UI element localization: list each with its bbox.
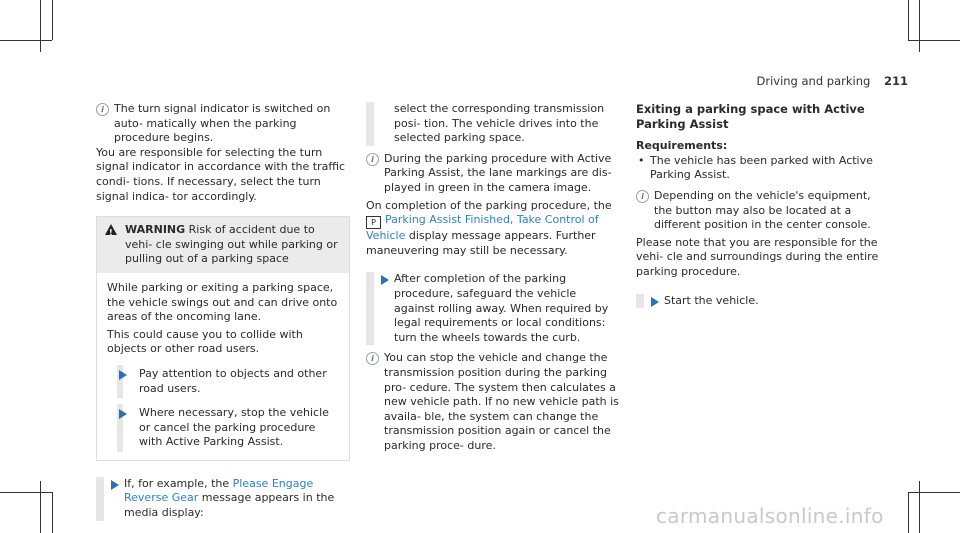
warning-step bbox=[107, 406, 339, 450]
warning-title: Risk of accident due to vehi- cle swinging out while parking or pulling out of a parking space bbox=[125, 223, 338, 266]
crop-mark bbox=[40, 481, 41, 533]
page-header bbox=[756, 74, 908, 88]
watermark: carmanualsonline.info bbox=[656, 504, 884, 528]
step-text bbox=[124, 477, 350, 521]
step-text: After completion of the parking procedure, safeguard the vehicle against rolling away. When required by legal requirements or local conditions: turn the wheels towards the curb. bbox=[394, 272, 609, 344]
note-text: The turn signal indicator is switched on auto- matically when the parking procedure begins. bbox=[114, 102, 331, 145]
warning-text: While parking or exiting a parking space, the vehicle swings out and can drive onto areas of the oncoming lane. bbox=[107, 280, 338, 324]
section-heading: Exiting a parking space with Active Parking Assist bbox=[636, 102, 865, 131]
crop-mark bbox=[919, 0, 920, 52]
step-text: select the corresponding transmission posi- tion. The vehicle drives into the selected parking space. bbox=[394, 102, 605, 145]
warning-header bbox=[97, 217, 349, 273]
requirement-item bbox=[636, 154, 890, 183]
step-text-pre: If, for example, the bbox=[124, 476, 233, 490]
display-message: Parking Assist Finished, Take Control of Vehicle bbox=[366, 213, 599, 243]
parking-assist-icon: P bbox=[366, 216, 381, 229]
warning-text: This could cause you to collide with objects or other road users. bbox=[107, 327, 303, 356]
warning-label: WARNING bbox=[125, 223, 186, 237]
note bbox=[96, 102, 350, 146]
arrow-icon bbox=[381, 275, 389, 285]
column-1 bbox=[96, 102, 350, 521]
arrow-icon bbox=[119, 370, 127, 380]
warning-box bbox=[96, 216, 350, 461]
note-text: You can stop the vehicle and change the transmission position during the parking pro- cedure. The system then calculates a new vehicle path. If no new vehicle path is availa- ble, the system can change the transmission position again or cancel the parking proce- dure. bbox=[384, 351, 619, 452]
step-text-post: message appears in the media display: bbox=[124, 491, 335, 520]
info-icon: i bbox=[636, 190, 649, 203]
note bbox=[366, 351, 620, 453]
paragraph-text: On completion of the parking procedure, the bbox=[366, 198, 612, 212]
crop-mark bbox=[908, 492, 909, 533]
arrow-icon bbox=[111, 480, 119, 490]
warning-body bbox=[97, 273, 349, 460]
paragraph: You are responsible for selecting the turn signal indicator in accordance with the traffic condi- tions. If necessary, select the turn signal indica- tor accordingly. bbox=[96, 145, 346, 203]
info-icon: i bbox=[366, 153, 379, 166]
instruction-step bbox=[366, 272, 620, 345]
page-number: 211 bbox=[883, 74, 908, 88]
column-2 bbox=[366, 102, 620, 453]
crop-mark bbox=[908, 0, 909, 40]
instruction-step-continued bbox=[366, 102, 620, 146]
crop-mark bbox=[52, 492, 53, 533]
requirements-label: Requirements: bbox=[636, 139, 728, 153]
warning-step-text: Pay attention to objects and other road users. bbox=[139, 366, 327, 395]
crop-mark bbox=[908, 40, 960, 41]
warning-step bbox=[107, 367, 339, 396]
instruction-step bbox=[96, 477, 350, 521]
display-message: Please Engage Reverse Gear bbox=[124, 476, 314, 505]
crop-mark bbox=[908, 492, 960, 493]
requirement-text: The vehicle has been parked with Active Parking Assist. bbox=[650, 153, 873, 182]
instruction-step bbox=[636, 294, 890, 309]
paragraph-text: display message appears. Further maneuvering may still be necessary. bbox=[366, 229, 596, 257]
warning-step-text: Where necessary, stop the vehicle or cancel the parking procedure with Active Parking Assist. bbox=[139, 406, 329, 449]
note-text: Depending on the vehicle's equipment, the button may also be located at a different position in the center console. bbox=[654, 188, 871, 232]
crop-mark bbox=[52, 0, 53, 40]
warning-icon: ! bbox=[105, 224, 117, 235]
crop-mark bbox=[40, 0, 41, 52]
section-title: Driving and parking bbox=[756, 74, 871, 88]
paragraph: Please note that you are responsible for the vehi- cle and surroundings during the entire parking procedure. bbox=[636, 235, 879, 278]
info-icon: i bbox=[96, 103, 109, 116]
note bbox=[636, 189, 890, 233]
arrow-icon bbox=[119, 409, 127, 419]
crop-mark bbox=[919, 481, 920, 533]
crop-mark bbox=[0, 492, 52, 493]
bullet-icon: • bbox=[638, 153, 645, 167]
arrow-icon bbox=[651, 297, 659, 307]
note bbox=[366, 152, 620, 196]
paragraph bbox=[366, 199, 620, 259]
step-text: Start the vehicle. bbox=[664, 293, 759, 307]
column-3 bbox=[636, 102, 890, 308]
note-text: During the parking procedure with Active Parking Assist, the lane markings are dis- played in green in the camera image. bbox=[384, 151, 612, 194]
info-icon: i bbox=[366, 352, 379, 365]
crop-mark bbox=[0, 40, 52, 41]
